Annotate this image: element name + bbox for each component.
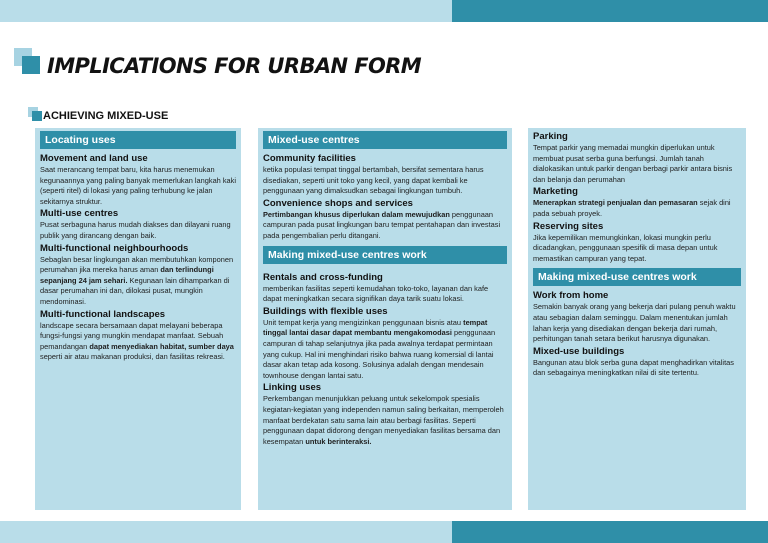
column-mixed-use-centres: [258, 128, 512, 510]
content-item: [40, 309, 236, 363]
content-item: [533, 221, 741, 265]
item-title: Parking: [533, 131, 568, 142]
item-text: Pusat serbaguna harus mudah diakses dan dilayani ruang publik yang dirancang dengan baik.: [40, 220, 231, 240]
column-header: Mixed-use centres: [263, 131, 507, 149]
column-subheader: Making mixed-use centres work: [263, 246, 507, 264]
item-title: Convenience shops and services: [263, 197, 413, 209]
item-title: Linking uses: [263, 382, 322, 394]
bottom-accent-band: [452, 521, 768, 543]
item-title: Reserving sites: [533, 220, 604, 232]
content-item: [263, 382, 507, 447]
item-text: Unit tempat kerja yang mengizinkan penggunaan bisnis atau tempat tinggal lantai dasar dapat membantu mengakomodasi penggunaan campuran di tahap selanjutnya jika pada awalnya terdapat permintaan yang cukup. Hal ini menghindari risiko bahwa ruang komersial di lantai dasar akan tetap ada kosong. Solusinya adalah dengan mendesain townhouse dengan lantai satu.: [263, 317, 496, 380]
item-title: Work from home: [533, 290, 609, 302]
item-text: Menerapkan strategi penjualan dan pemasaran sejak dini pada sebuah proyek.: [533, 198, 731, 218]
content-item: [533, 131, 741, 185]
item-text: Jika kepemilikan memungkinkan, lokasi mungkin perlu dicadangkan, penggunaan spesifik di masa depan untuk memastikan campuran yang tepat.: [533, 232, 718, 263]
title-square-icon: [14, 48, 40, 74]
section-square-icon: [28, 107, 42, 121]
item-text: Pertimbangan khusus diperlukan dalam mewujudkan penggunaan campuran pada pusat lingkungan baru tempat pentahapan dan investasi pada pengembalian perlu ditangani.: [263, 209, 501, 240]
content-item: [40, 153, 236, 207]
item-title: Movement and land use: [40, 153, 148, 164]
item-title: Buildings with flexible uses: [263, 305, 388, 317]
content-item: [40, 208, 236, 241]
item-text: landscape secara bersamaan dapat melayani beberapa fungsi-fungsi yang mungkin mendapat manfaat. Sebuah pemandangan dapat menyediakan habitat, sumber daya seperti air atau makanan produksi, dan fasilitas rekreasi.: [40, 320, 234, 362]
item-title: Mixed-use buildings: [533, 345, 625, 357]
content-item: [263, 306, 507, 382]
column-parking-marketing: [528, 128, 746, 510]
content-item: [533, 346, 741, 379]
item-title: Marketing: [533, 186, 578, 198]
item-text: Semakin banyak orang yang bekerja dari pulang penuh waktu atau sebagian dalam seminggu. Dalam menentukan jumlah lahan kerja yang disediakan dengan bekerja dari rumah, perhitungan tanah setara berikut harusnya digunakan.: [533, 302, 736, 344]
content-item: [263, 198, 507, 242]
item-title: Multi-functional neighbourhoods: [40, 242, 189, 254]
content-item: [263, 153, 507, 197]
item-text: Perkembangan menunjukkan peluang untuk sekelompok spesialis kegiatan-kegiatan yang independen namun saling berkaitan, memperoleh manfaat berdekatan satu sama lain atau berbagi fasilitas. Seperti penggunaan dapat didorong dengan menyediakan fasilitas bersama dan kesempatan untuk berinteraksi.: [263, 394, 504, 446]
content-item: [40, 243, 236, 308]
column-locating-uses: [35, 128, 241, 510]
content-item: [263, 272, 507, 305]
section-title: ACHIEVING MIXED-USE: [43, 110, 169, 122]
item-text: Tempat parkir yang memadai mungkin diperlukan untuk membuat pusat serba guna berfungsi. Jumlah tanah dialokasikan untuk parkir dengan berbagi parkir antara bisnis dan belanja dan perumahan: [533, 143, 733, 184]
item-title: Multi-functional landscapes: [40, 308, 166, 320]
column-header: Locating uses: [40, 131, 236, 149]
item-text: memberikan fasilitas seperti kemudahan toko-toko, layanan dan kafe dapat meningkatkan secara signifikan daya tarik suatu lokasi.: [263, 283, 489, 304]
column-subheader: Making mixed-use centres work: [533, 268, 741, 286]
item-text: Bangunan atau blok serba guna dapat menghadirkan vitalitas dan sebagainya meningkatkan nilai di site tertentu.: [533, 357, 734, 378]
page-title: IMPLICATIONS FOR URBAN FORM: [47, 54, 422, 78]
item-title: Multi-use centres: [40, 208, 119, 220]
content-item: [533, 186, 741, 219]
item-text: ketika populasi tempat tinggal bertambah, bersifat sementara harus disediakan, seperti unit toko yang kecil, yang dapat kembali ke penggunaan yang dimaksudkan sebagai lingkungan tumbuh.: [263, 165, 484, 196]
item-text: Saat merancang tempat baru, kita harus menemukan kegunaannya yang paling banyak memerlukan langkah kaki (seperti ritel) di lokasi yang paling terhubung ke jalan sekitarnya struktur.: [40, 165, 236, 206]
item-title: Rentals and cross-funding: [263, 271, 383, 283]
item-text: Sebaglan besar lingkungan akan membutuhkan komponen perumahan jika mereka harus aman dan terlindungi sepanjang 24 jam sehari. Kegunaan lain dihamparkan di dasar perumahan ini dan, dilokasi pusat, mungkin mendominasi.: [40, 254, 234, 306]
item-title: Community facilities: [263, 153, 356, 164]
content-item: [533, 290, 741, 344]
top-accent-band: [452, 0, 768, 22]
